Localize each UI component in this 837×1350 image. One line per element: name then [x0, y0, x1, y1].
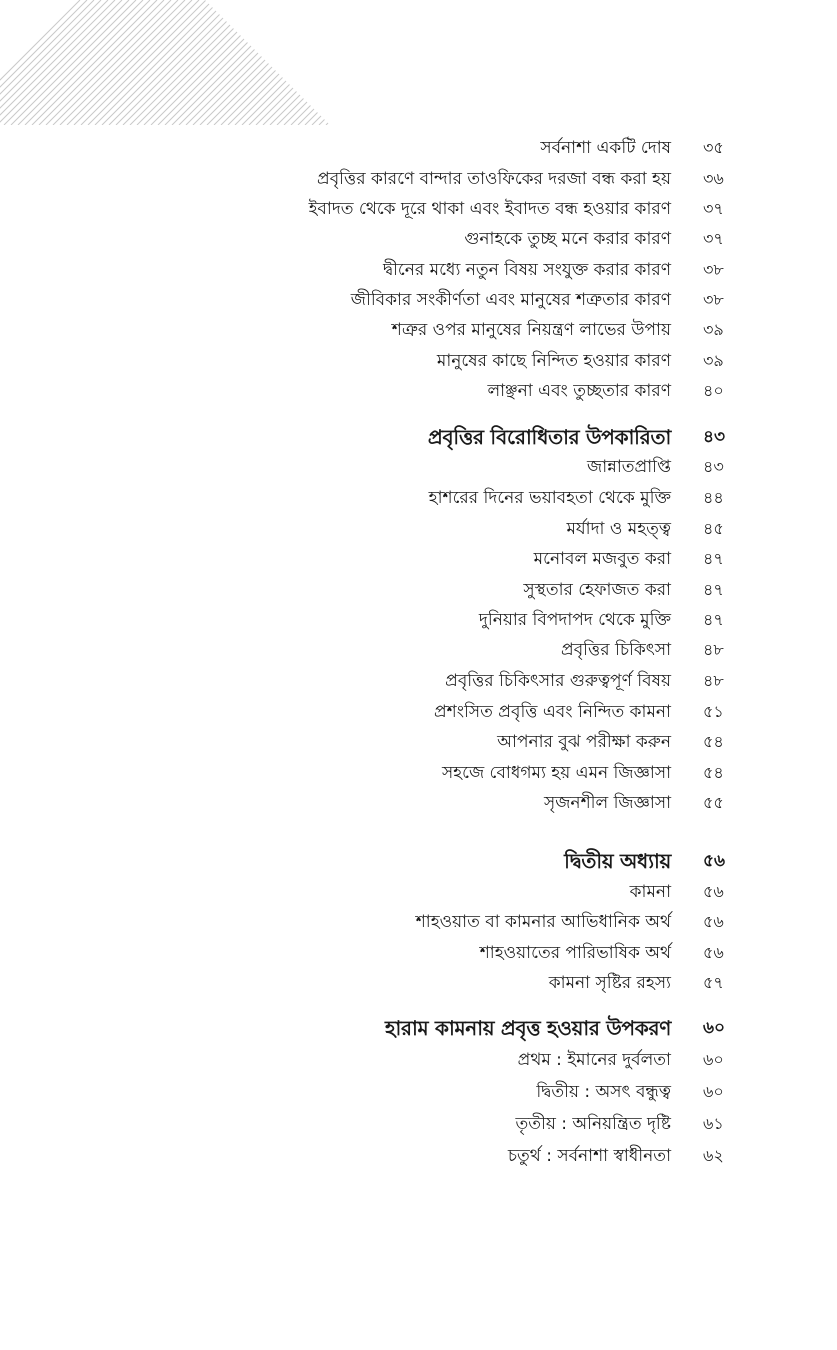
toc-section-heading[interactable] [0, 422, 837, 452]
toc-entry-page: ৪৫ [703, 519, 724, 538]
toc-entry-page: ৫৭ [703, 973, 724, 992]
toc-entry-title: প্রথম : ইমানের দুর্বলতা [517, 1050, 671, 1070]
toc-heading-title: হারাম কামনায় প্রবৃত্ত হওয়ার উপকরণ [385, 1016, 671, 1040]
toc-entry-title: সৃজনশীল জিজ্ঞাসা [543, 793, 671, 813]
toc-entry[interactable] [0, 285, 837, 315]
toc-entry[interactable] [0, 452, 837, 482]
toc-entry-page: ৬১ [703, 1114, 724, 1133]
toc-entry-page: ৪৮ [703, 640, 724, 659]
toc-entry[interactable] [0, 346, 837, 376]
toc-entry-page: ৩৬ [703, 169, 724, 188]
toc-entry[interactable] [0, 483, 837, 513]
toc-entry-title: জীবিকার সংকীর্ণতা এবং মানুষের শত্রুতার কারণ [350, 290, 671, 310]
toc-entry[interactable] [0, 164, 837, 194]
toc-entry-page: ৪৭ [703, 549, 724, 568]
toc-entry[interactable] [0, 788, 837, 818]
toc-entry-page: ৫৪ [703, 732, 724, 751]
toc-entry[interactable] [0, 194, 837, 224]
toc-section-heading[interactable] [0, 846, 837, 876]
toc-entry-page: ৩৯ [703, 351, 724, 370]
toc-entry[interactable] [0, 635, 837, 665]
toc-entry-title: শাহওয়াত বা কামনার আভিধানিক অর্থ [415, 912, 671, 932]
toc-entry-title: লাঞ্ছনা এবং তুচ্ছতার কারণ [487, 381, 671, 401]
toc-entry-page: ৫৪ [703, 763, 724, 782]
toc-entry-title: কামনা [629, 882, 671, 902]
toc-entry[interactable] [0, 575, 837, 605]
toc-entry-page: ৫১ [703, 702, 724, 721]
toc-entry-title: গুনাহকে তুচ্ছ মনে করার কারণ [464, 229, 671, 249]
toc-entry-page: ৪৩ [703, 457, 724, 476]
toc-entry-page: ৫৬ [703, 943, 724, 962]
toc-entry[interactable] [0, 758, 837, 788]
toc-entry[interactable] [0, 1109, 837, 1139]
toc-entry-title: সর্বনাশা একটি দোষ [540, 138, 671, 158]
toc-entry[interactable] [0, 1141, 837, 1171]
toc-entry[interactable] [0, 514, 837, 544]
toc-entry-page: ৩৭ [703, 199, 724, 218]
toc-entry[interactable] [0, 666, 837, 696]
toc-entry[interactable] [0, 968, 837, 998]
toc-heading-page: ৫৬ [703, 851, 726, 871]
toc-entry-page: ৪৭ [703, 610, 724, 629]
toc-entry-page: ৩৭ [703, 229, 724, 248]
toc-entry[interactable] [0, 697, 837, 727]
toc-section-heading[interactable] [0, 1013, 837, 1043]
toc-entry-title: চতুর্থ : সর্বনাশা স্বাধীনতা [507, 1146, 671, 1166]
toc-entry-page: ৪৮ [703, 671, 724, 690]
toc-entry-title: প্রবৃত্তির কারণে বান্দার তাওফিকের দরজা বন্ধ করা হয় [317, 169, 671, 189]
toc-entry[interactable] [0, 1077, 837, 1107]
toc-entry[interactable] [0, 255, 837, 285]
toc-entry-title: সহজে বোধগম্য হয় এমন জিজ্ঞাসা [441, 763, 671, 783]
toc-entry-page: ৪৭ [703, 580, 724, 599]
toc-entry-title: মর্যাদা ও মহত্ত্ব [566, 519, 671, 539]
toc-entry[interactable] [0, 544, 837, 574]
toc-entry-page: ৫৫ [703, 793, 724, 812]
toc-entry-title: প্রবৃত্তির চিকিৎসার গুরুত্বপূর্ণ বিষয় [445, 671, 671, 691]
toc-entry-page: ৬২ [703, 1146, 724, 1165]
toc-heading-page: ৪৩ [703, 427, 726, 447]
toc-entry[interactable] [0, 938, 837, 968]
toc-entry-title: কামনা সৃষ্টির রহস্য [548, 973, 671, 993]
toc-entry[interactable] [0, 907, 837, 937]
toc-entry[interactable] [0, 224, 837, 254]
toc-entry-page: ৫৬ [703, 912, 724, 931]
toc-entry[interactable] [0, 877, 837, 907]
toc-entry[interactable] [0, 315, 837, 345]
toc-entry-page: ৩৮ [703, 260, 724, 279]
toc-entry-page: ৩৮ [703, 290, 724, 309]
toc-entry-title: সুস্থতার হেফাজত করা [523, 580, 671, 600]
toc-entry-page: ৫৬ [703, 882, 724, 901]
toc-entry[interactable] [0, 605, 837, 635]
toc-entry-title: দুনিয়ার বিপদাপদ থেকে মুক্তি [478, 610, 671, 630]
toc-entry-page: ৪০ [703, 381, 724, 400]
toc-entry-title: আপনার বুঝ পরীক্ষা করুন [497, 732, 671, 752]
toc-entry-page: ৬০ [703, 1082, 724, 1101]
toc-entry-title: দ্বীনের মধ্যে নতুন বিষয় সংযুক্ত করার কারণ [382, 260, 671, 280]
toc-entry-title: শাহওয়াতের পারিভাষিক অর্থ [479, 943, 671, 963]
toc-entry-title: তৃতীয় : অনিয়ন্ত্রিত দৃষ্টি [515, 1114, 671, 1134]
toc-entry-title: মনোবল মজবুত করা [533, 549, 671, 569]
toc-heading-title: দ্বিতীয় অধ্যায় [564, 849, 671, 873]
toc-entry-page: ৩৯ [703, 320, 724, 339]
toc-entry-page: ৬০ [703, 1050, 724, 1069]
toc-entry-title: প্রবৃত্তির চিকিৎসা [561, 640, 671, 660]
toc-entry-title: মানুষের কাছে নিন্দিত হওয়ার কারণ [436, 351, 671, 371]
toc-entry-title: শত্রুর ওপর মানুষের নিয়ন্ত্রণ লাভের উপায় [391, 320, 671, 340]
toc-entry-page: ৪৪ [703, 488, 724, 507]
toc-entry[interactable] [0, 727, 837, 757]
toc-entry-title: দ্বিতীয় : অসৎ বন্ধুত্ব [536, 1082, 671, 1102]
toc-entry[interactable] [0, 1045, 837, 1075]
toc-entry-page: ৩৫ [703, 138, 724, 157]
toc-entry-title: জান্নাতপ্রাপ্তি [587, 457, 671, 477]
toc-entry[interactable] [0, 376, 837, 406]
toc-entry-title: হাশরের দিনের ভয়াবহতা থেকে মুক্তি [428, 488, 671, 508]
toc-entry-title: ইবাদত থেকে দূরে থাকা এবং ইবাদত বন্ধ হওয়ার কারণ [308, 199, 671, 219]
toc-heading-page: ৬০ [703, 1018, 726, 1038]
toc-heading-title: প্রবৃত্তির বিরোধিতার উপকারিতা [427, 425, 671, 449]
toc-entry[interactable] [0, 133, 837, 163]
toc-entry-title: প্রশংসিত প্রবৃত্তি এবং নিন্দিত কামনা [433, 702, 671, 722]
